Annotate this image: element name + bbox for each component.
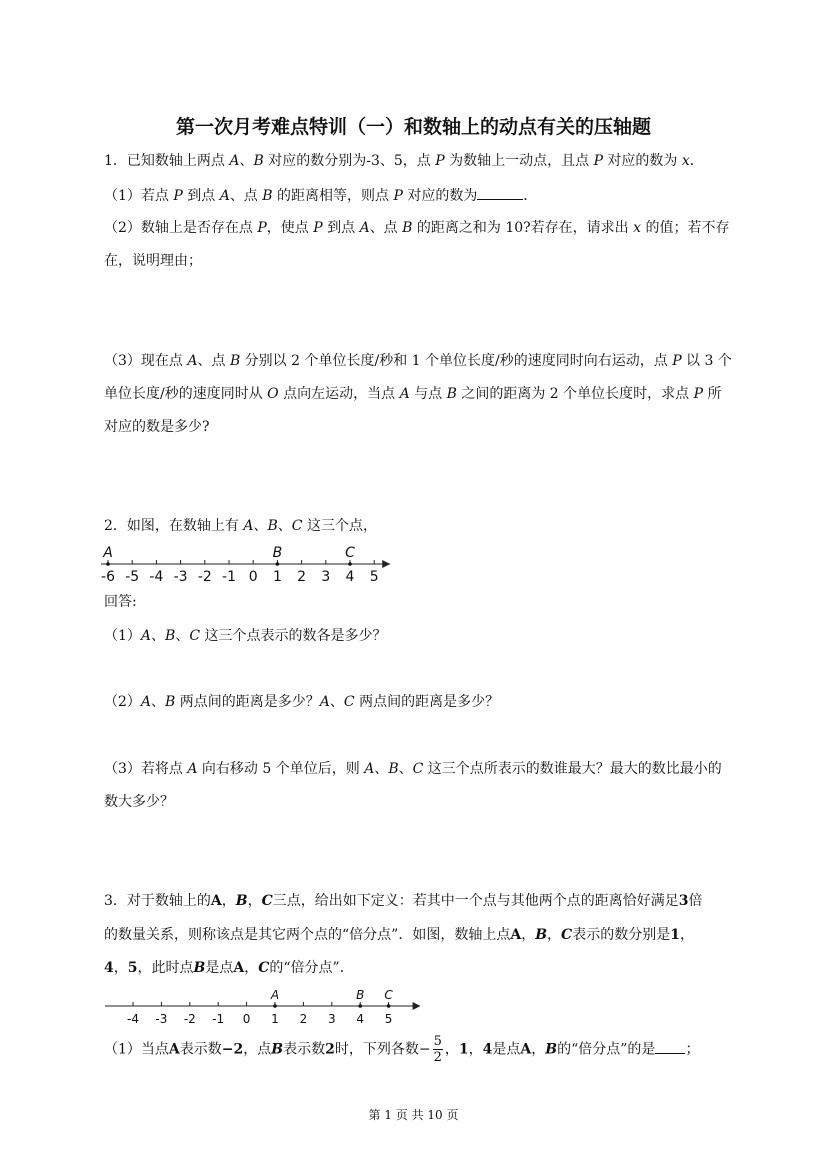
tick-label: 2 xyxy=(297,569,307,585)
tick-label: -3 xyxy=(155,1012,168,1026)
q2-part3-line1: （3）若将点 A 向右移动 5 个单位后，则 A、B、C 这三个点所表示的数谁最大？最大的数比最小的 xyxy=(104,761,722,777)
tick-label: 4 xyxy=(345,569,355,585)
axis-point-b xyxy=(276,562,280,566)
q2-number-line xyxy=(96,540,396,590)
point-label-c: C xyxy=(384,988,393,1002)
point-label-c: C xyxy=(345,545,355,561)
axis-point-b xyxy=(358,1004,362,1008)
q2-intro: 2．如图，在数轴上有 A、B、C 这三个点， xyxy=(104,518,377,534)
axis-point-c xyxy=(387,1004,391,1008)
point-label-b: B xyxy=(356,988,365,1002)
axis-point-a xyxy=(273,1004,277,1008)
q1-part2-line1: （2）数轴上是否存在点 P，使点 P 到点 A、点 B 的距离之和为 10?若存在，请求出 x 的值；若不存 xyxy=(104,220,730,236)
point-label-a: A xyxy=(270,988,280,1002)
tick-label: 2 xyxy=(299,1012,308,1026)
tick-label: 3 xyxy=(321,569,331,585)
q3-line3: 4，5，此时点B是点A，C的“倍分点”． xyxy=(104,960,354,976)
tick-label: -2 xyxy=(197,569,212,585)
tick-label: -4 xyxy=(149,569,164,585)
answer-blank[interactable] xyxy=(655,1039,685,1054)
tick-label: 0 xyxy=(248,569,258,585)
tick-label: 4 xyxy=(356,1012,365,1026)
tick-label: -5 xyxy=(125,569,140,585)
q3-part1: （1）当点A表示数−2，点B表示数2时，下列各数− $\frac{5}{2}$ ，1，4是点A，B的“倍分点”的是 ； xyxy=(104,1034,700,1065)
page-title: 第一次月考难点特训（一）和数轴上的动点有关的压轴题 xyxy=(175,116,651,138)
q3-number-line xyxy=(100,984,420,1032)
tick-label: -3 xyxy=(173,569,188,585)
axis-arrow xyxy=(413,1002,420,1010)
tick-label: 1 xyxy=(271,1012,279,1026)
q3-line2: 的数量关系，则称该点是其它两个点的“倍分点”．如图，数轴上点A，B，C表示的数分别是1， xyxy=(104,927,694,943)
axis-arrow xyxy=(382,560,390,568)
axis-point-c xyxy=(348,562,352,566)
q1-part1: （1）若点 P 到点 A、点 B 的距离相等，则点 P 对应的数为 ． xyxy=(104,185,537,206)
fraction: $\frac{5}{2}$ xyxy=(433,1034,442,1065)
tick-label: -6 xyxy=(101,569,115,585)
tick-label: 5 xyxy=(369,569,379,585)
q1-part2-line2: 在，说明理由； xyxy=(104,253,202,269)
tick-label: -4 xyxy=(127,1012,139,1026)
q2-part1: （1）A、B、C 这三个点表示的数各是多少？ xyxy=(104,628,387,644)
q2-part2: （2）A、B 两点间的距离是多少？A、C 两点间的距离是多少？ xyxy=(104,694,500,710)
q2-answer-label: 回答: xyxy=(104,594,137,610)
q2-part3-line2: 数大多少？ xyxy=(104,794,174,810)
page-footer: 第 1 页 共 10 页 xyxy=(368,1108,459,1122)
q1-part3-line1: （3）现在点 A、点 B 分别以 2 个单位长度/秒和 1 个单位长度/秒的速度同时向右运动，点 P 以 3 个 xyxy=(104,353,732,369)
point-label-b: B xyxy=(272,545,283,561)
q3-line1: 3．对于数轴上的A，B，C三点，给出如下定义：若其中一个点与其他两个点的距离恰好满足3倍 xyxy=(104,893,703,909)
tick-label: -1 xyxy=(222,569,236,585)
tick-label: 0 xyxy=(242,1012,251,1026)
q1-part3-line3: 对应的数是多少? xyxy=(104,419,210,435)
tick-label: -2 xyxy=(183,1012,196,1026)
axis-point-a xyxy=(106,562,110,566)
q1-intro: 1．已知数轴上两点 A、B 对应的数分别为-3、5，点 P 为数轴上一动点，且点 P 对应的数为 x． xyxy=(104,153,704,169)
q1-part3-line2: 单位长度/秒的速度同时从 O 点向左运动，当点 A 与点 B 之间的距离为 2 个单位长度时，求点 P 所 xyxy=(104,386,722,402)
tick-label: 5 xyxy=(384,1012,393,1026)
answer-blank[interactable] xyxy=(477,185,523,200)
tick-label: -1 xyxy=(212,1012,225,1026)
tick-label: 3 xyxy=(327,1012,336,1026)
point-label-a: A xyxy=(103,545,113,561)
tick-label: 1 xyxy=(272,569,282,585)
